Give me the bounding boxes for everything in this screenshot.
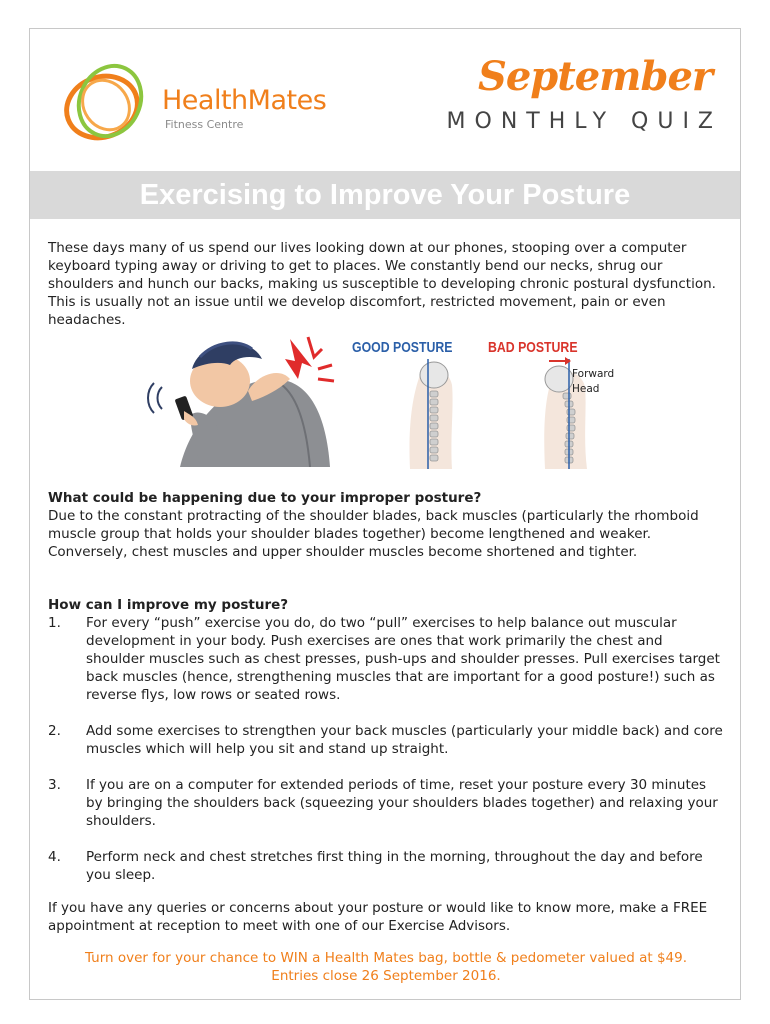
step-number: 4. xyxy=(48,849,61,865)
header xyxy=(30,29,740,171)
step-text: Perform neck and chest stretches first thing in the morning, throughout the day and before you sleep. xyxy=(86,849,703,883)
bad-posture-label: BAD POSTURE xyxy=(488,339,578,356)
good-posture-label: GOOD POSTURE xyxy=(352,339,453,356)
healthmates-logo xyxy=(58,55,348,155)
step-text: Add some exercises to strengthen your back muscles (particularly your middle back) and core muscles which will help you sit and stand up straight. xyxy=(86,723,723,757)
step-text: For every “push” exercise you do, do two “pull” exercises to help balance out muscular development in your body. Push exercises are ones that work primarily the chest and shoulder muscles such as chest presses, push-ups and shoulder presses. Pull exercises target back muscles (hence, strengthening muscles that are important for a good posture!) such as reverse flys, low rows or seated rows. xyxy=(86,615,720,703)
intro-paragraph: These days many of us spend our lives looking down at our phones, stooping over a computer keyboard typing away or driving to get to places. We constantly bend our necks, shrug our shoulders and hunch our backs, making us susceptible to developing chronic postural dysfunction. This is usually not an issue until we develop discomfort, restricted movement, pain or even headaches. xyxy=(48,240,716,328)
brand-subtitle: Fitness Centre xyxy=(165,118,244,131)
list-item xyxy=(48,614,724,704)
section2-heading: How can I improve my posture? xyxy=(48,597,289,613)
good-posture-skeleton-icon xyxy=(390,357,460,469)
promo-line1: Turn over for your chance to WIN a Health Mates bag, bottle & pedometer valued at $49. xyxy=(84,950,688,966)
step-number: 1. xyxy=(48,615,61,631)
hunched-person-illustration xyxy=(140,329,340,467)
section-improve-posture xyxy=(48,596,724,902)
section1-text: Due to the constant protracting of the shoulder blades, back muscles (particularly the rhomboid muscle group that holds your shoulder blades together) become lengthened and weaker. Conversely, chest muscles and upper shoulder muscles become shortened and tighter. xyxy=(48,508,699,560)
brand-name: HealthMates xyxy=(162,85,327,116)
title-bar xyxy=(30,171,740,219)
step-number: 2. xyxy=(48,723,61,739)
steps-list xyxy=(48,614,724,884)
list-item xyxy=(48,776,724,830)
list-item xyxy=(48,848,724,884)
step-text: If you are on a computer for extended periods of time, reset your posture every 30 minutes by bringing the shoulders back (squeezing your shoulders blades together) and relaxing your shoulders. xyxy=(86,777,718,829)
forward-head-label xyxy=(572,367,614,397)
closing-paragraph: If you have any queries or concerns about your posture or would like to know more, make a FREE appointment at reception to meet with one of our Exercise Advisors. xyxy=(48,900,708,934)
posture-illustration xyxy=(140,329,650,467)
quiz-label: MONTHLY QUIZ xyxy=(446,109,722,134)
promo-line2: Entries close 26 September 2016. xyxy=(271,968,501,984)
promo-banner xyxy=(40,949,732,985)
forward-head-line2: Head xyxy=(572,383,600,395)
document-page xyxy=(29,28,741,1000)
forward-head-line1: Forward xyxy=(572,368,615,380)
logo-rings-icon xyxy=(58,55,158,155)
step-number: 3. xyxy=(48,777,61,793)
list-item xyxy=(48,722,724,758)
quiz-month: September xyxy=(477,53,712,100)
section1-heading: What could be happening due to your improper posture? xyxy=(48,490,482,506)
page-title: Exercising to Improve Your Posture xyxy=(139,179,631,211)
quiz-heading xyxy=(442,49,722,149)
section-improper-posture xyxy=(48,489,724,561)
